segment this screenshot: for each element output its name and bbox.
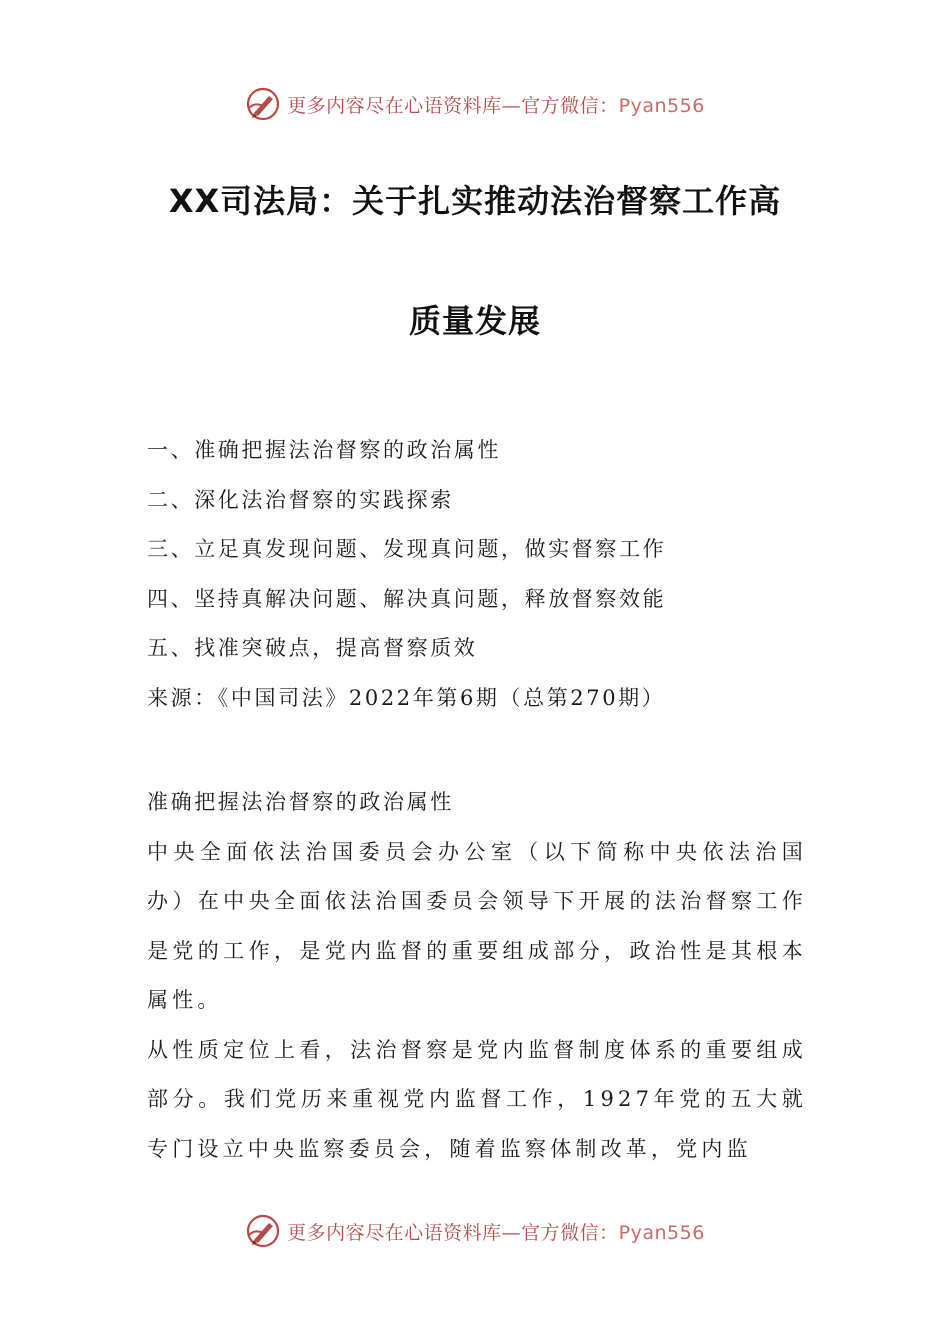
watermark-text: 更多内容尽在心语资料库—官方微信：Pyan556 [287,94,705,117]
pen-logo-icon [245,1213,281,1249]
outline-item-2: 二、深化法治督察的实践探索 [147,487,454,512]
watermark-wechat-id: Pyan556 [618,94,705,117]
pen-logo-icon [245,86,281,122]
watermark-footer [0,1211,950,1251]
source-citation: 来源：《中国司法》2022年第6期（总第270期） [147,685,666,710]
outline-item-4: 四、坚持真解决问题、解决真问题，释放督察效能 [147,586,667,611]
section-heading: 准确把握法治督察的政治属性 [147,790,454,814]
body-paragraph-2: 从性质定位上看，法治督察是党内监督制度体系的重要组成部分。我们党历来重视党内监督工作，1927年党的五大就专门设立中央监察委员会，随着监察体制改革，党内监 [147,1037,807,1161]
outline-list [147,430,807,727]
outline-item-1: 一、准确把握法治督察的政治属性 [147,438,501,462]
watermark-header [0,84,950,124]
watermark-wechat-id: Pyan556 [618,1221,705,1244]
document-body [147,778,807,1174]
body-paragraph-1: 中央全面依法治国委员会办公室（以下简称中央依法治国办）在中央全面依法治国委员会领导下开展的法治督察工作是党的工作，是党内监督的重要组成部分，政治性是其根本属性。 [147,839,807,1012]
watermark-text: 更多内容尽在心语资料库—官方微信：Pyan556 [287,1221,705,1244]
document-title-line-2: 质量发展 [408,302,541,340]
outline-item-3: 三、立足真发现问题、发现真问题，做实督察工作 [147,537,667,561]
outline-item-5: 五、找准突破点，提高督察质效 [147,636,478,660]
document-title-line-1: XX司法局：关于扎实推动法治督察工作高 [168,182,782,220]
